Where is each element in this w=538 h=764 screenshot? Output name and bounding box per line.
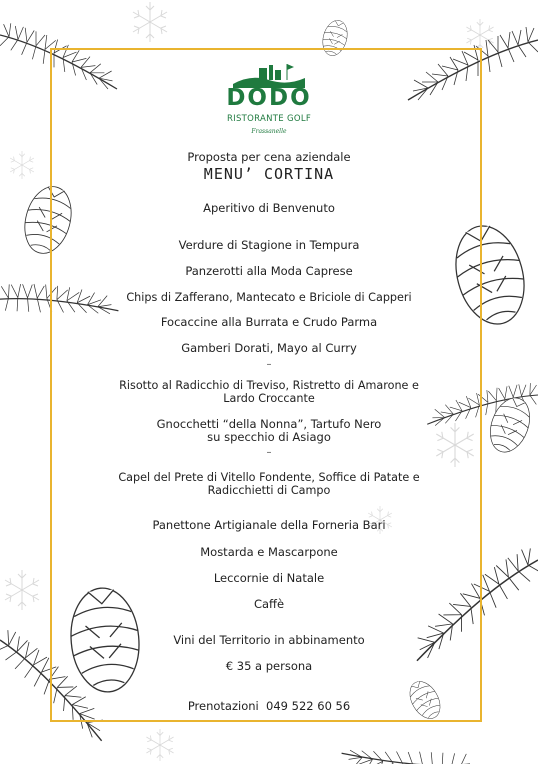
menu-item: Panettone Artigianale della Forneria Bari bbox=[152, 518, 386, 532]
menu-item-line2: Lardo Croccante bbox=[223, 392, 315, 405]
menu-item: Panzerotti alla Moda Caprese bbox=[185, 264, 353, 278]
restaurant-subtitle: RISTORANTE GOLF bbox=[226, 114, 312, 124]
menu-item-line2: su specchio di Asiago bbox=[207, 430, 331, 444]
menu-item: Caffè bbox=[253, 597, 285, 611]
menu-item: Leccornie di Natale bbox=[213, 571, 325, 585]
menu-item: Mostarda e Mascarpone bbox=[200, 545, 338, 559]
proposal-text: Proposta per cena aziendale bbox=[187, 150, 351, 164]
menu-title: MENU’ CORTINA bbox=[203, 165, 335, 183]
menu-item: Capel del Prete di Vitello Fondente, Soffice di Patate e bbox=[118, 471, 420, 484]
booking-phone[interactable]: 049 522 60 56 bbox=[266, 699, 351, 713]
menu-item: Verdure di Stagione in Tempura bbox=[178, 238, 360, 252]
course-separator: – bbox=[266, 359, 272, 370]
booking-line bbox=[60, 700, 478, 713]
price: € 35 a persona bbox=[225, 659, 313, 673]
restaurant-logo bbox=[214, 62, 324, 142]
wine-note: Vini del Territorio in abbinamento bbox=[173, 633, 365, 647]
restaurant-place: Frassanelle bbox=[251, 128, 287, 135]
course-separator: – bbox=[266, 447, 272, 458]
restaurant-name: DODO bbox=[226, 85, 312, 111]
menu-item: Gnocchetti “della Nonna”, Tartufo Nero bbox=[156, 417, 382, 431]
welcome-item: Aperitivo di Benvenuto bbox=[203, 201, 335, 215]
menu-item-line2: Radicchietti di Campo bbox=[207, 484, 331, 497]
menu-item: Risotto al Radicchio di Treviso, Ristretto di Amarone e bbox=[119, 379, 419, 392]
menu-item: Gamberi Dorati, Mayo al Curry bbox=[181, 341, 357, 355]
menu-item: Focaccine alla Burrata e Crudo Parma bbox=[160, 315, 378, 329]
booking-label: Prenotazioni bbox=[187, 699, 259, 713]
menu-item: Chips di Zafferano, Mantecato e Briciole di Capperi bbox=[126, 291, 412, 304]
